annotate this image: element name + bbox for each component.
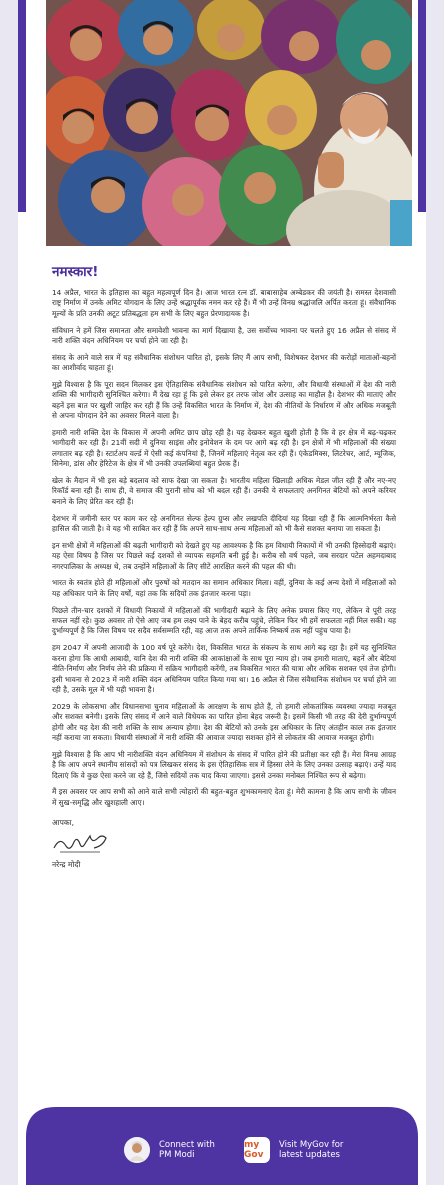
- header-photo: [46, 0, 412, 246]
- paragraph: हम 2047 में अपनी आजादी के 100 वर्ष पूरे करेंगे। देश, विकसित भारत के संकल्प के साथ आगे बढ़ रहा है। हमें यह सुनिश्चित करना होगा कि आधी आबादी, यानि देश की नारी शक्ति की आकांक्षाओं के साथ पूरा न्याय हो। जब हमारी माताएं, बहनें और बेटियां नीति-निर्माण और निर्णय लेने की प्रक्रिया में सक्रिय भागीदारी करेंगी, तब विकसित भारत की यात्रा और अधिक सशक्त एवं तेज होगी। इसी भावना से 2023 में नारी शक्ति वंदन अधिनियम पारित किया गया था। 16 अप्रैल से जिस संवैधानिक संशोधन पर चर्चा होने जा रही है, उसके मूल में भी यही भावना है।: [52, 643, 396, 694]
- paragraph: हमारी नारी शक्ति देश के विकास में अपनी अमिट छाप छोड़ रही है। यह देखकर बहुत खुशी होती है कि वे हर क्षेत्र में बढ़-चढ़कर भागीदारी कर रही हैं। 21वीं सदी में दुनिया साइंस और इनोवेशन के दम पर आगे बढ़ रही है। इन क्षेत्रों में भी महिलाओं की संख्या लगातार बढ़ रही है। स्टार्टअप वर्ल्ड में ऐसी कई कंपनियां हैं, जिनमें महिलाएं नेतृत्व कर रही हैं। एंकेडमिक्स, लिटरेचर, आर्ट, म्यूजिक, सिनेमा, डांस और हेरिटेज के क्षेत्र में भी उनकी उपलब्धियां बहुत प्रेरक हैं।: [52, 428, 396, 469]
- connect-label-1: Connect with: [159, 1139, 215, 1150]
- paragraph: संविधान ने हमें जिस समानता और समावेशी भावना का मार्ग दिखाया है, उस सर्वोच्च भावना पर चलते हुए 16 अप्रैल से संसद में नारी शक्ति वंदन अधिनियम पर चर्चा होने जा रही है।: [52, 325, 396, 346]
- paragraph: खेल के मैदान में भी इस बड़े बदलाव को साफ देखा जा सकता है। भारतीय महिला खिलाड़ी अधिक मेडल जीत रही हैं और नए-नए रिकॉर्ड बना रही हैं। साथ ही, वे समाज की पुरानी सोच को भी बदल रही हैं। उनकी ये सफलताएं अनगिनत बेटियों को अपने करियर बनाने के लिए प्रेरित कर रही हैं।: [52, 476, 396, 506]
- footer-banner: [26, 1097, 418, 1185]
- paragraph: 14 अप्रैल, भारत के इतिहास का बहुत महत्वपूर्ण दिन है। आज भारत रत्न डॉ. बाबासाहेब अम्बेडकर की जयंती है। समस्त देशवासी राष्ट्र निर्माण में उनके अमिट योगदान के लिए उन्हें श्रद्धापूर्वक नमन कर रहे हैं। मैं भी उन्हें विनम्र श्रद्धांजलि अर्पित करता हूं। संवैधानिक मूल्यों के प्रति उनकी अटूट प्रतिबद्धता हम सभी के लिए बहुत प्रेरणादायक है।: [52, 288, 396, 318]
- right-margin: [426, 0, 444, 1185]
- signoff: आपका,: [52, 818, 75, 828]
- right-accent-rail: [418, 0, 426, 212]
- paragraph: इन सभी क्षेत्रों में महिलाओं की बढ़ती भागीदारी को देखते हुए यह आवश्यक है कि हम विधायी निकायों में भी उनकी हिस्सेदारी बढ़ाएं। यह ऐसा विषय है जिस पर पिछले कई दशकों से व्यापक सहमति बनी हुई है। करीब सौ वर्ष पहले, जब सरदार पटेल अहमदाबाद नगरपालिका के अध्यक्ष थे, तब उन्होंने महिलाओं के लिए सीटें आरक्षित करने की पहल की थी।: [52, 540, 396, 571]
- left-accent-rail: [18, 0, 26, 212]
- connect-label-2: PM Modi: [159, 1150, 195, 1160]
- paragraph: भारत के स्वतंत्र होते ही महिलाओं और पुरुषों को मतदान का समान अधिकार मिला। वहीं, दुनिया के कई अन्य देशों में महिलाओं को यह अधिकार पाने के लिए वर्षों, यहां तक कि सदियों तक इंतजार करना पड़ा।: [52, 578, 396, 598]
- paragraph: मुझे विश्वास है कि पूरा सदन मिलकर इस ऐतिहासिक संवैधानिक संशोधन को पारित करेगा, और विधायी संस्थाओं में देश की नारी शक्ति की भागीदारी सुनिश्चित करेगा। मैं देख रहा हूं कि इसे लेकर हर तरफ जोश और उत्साह का माहौल है। देशभर की माताएं और बहनें इस बात पर खुशी जाहिर कर रही हैं कि उन्हें विकसित भारत के निर्माण में, देश की नीतियों के निर्धारण में और अधिक मजबूती से अपना योगदान देने का अवसर मिलने वाला है।: [52, 380, 396, 421]
- mygov-label-1: Visit MyGov for: [279, 1139, 344, 1150]
- paragraph: 2029 के लोकसभा और विधानसभा चुनाव महिलाओं के आरक्षण के साथ होते हैं, तो हमारी लोकतांत्रिक व्यवस्था ज्यादा मजबूत और सशक्त बनेगी। इसके लिए संसद में आने वाले विधेयक का पारित होना बेहद जरूरी है। इसमें किसी भी तरह की देरी दुर्भाग्यपूर्ण होगी और यह देश की नारी शक्ति के साथ अन्याय होगा। देश की बेटियों को उनके इस अधिकार के लिए अंतहीन काल तक इंतजार नहीं कराया जा सकता। विधायी संस्थाओं में नारी शक्ति की आवाज ज्यादा सशक्त होने से लोकतंत्र की आवाज मजबूत होगी।: [52, 701, 396, 742]
- signature-image: [52, 832, 396, 856]
- paragraph: मुझे विश्वास है कि आप भी नारीशक्ति वंदन अधिनियम में संशोधन के संसद में पारित होने की प्रतीक्षा कर रही हैं। मेरा विनम्र आग्रह है कि आप अपने स्थानीय सांसदों को पत्र लिखकर संसद के इस ऐतिहासिक सत्र में हिस्सा लेने के लिए उनका उत्साह बढ़ाएं। उन्हें याद दिलाएं कि वे कुछ ऐसा करने जा रहे हैं, जिसे सदियों तक याद किया जाएगा। इससे उनका मनोबल निश्चित रूप से बढ़ेगा।: [52, 749, 396, 780]
- letter-body: [52, 262, 396, 870]
- mygov-label-2: latest updates: [279, 1150, 340, 1160]
- connect-pm-link[interactable]: [124, 1137, 215, 1163]
- mygov-link[interactable]: [244, 1137, 343, 1163]
- sender-name: नरेन्द्र मोदी: [52, 860, 81, 870]
- paragraph: देशभर में जमीनी स्तर पर काम कर रहे अनगिनत सेल्फ हेल्प ग्रुप्स और लखपति दीदियां यह दिखा रही हैं कि आत्मनिर्भरता कैसे हासिल की जाती है। वे यह भी साबित कर रही हैं कि अपने साथ-साथ अन्य महिलाओं को भी कैसे सशक्त बनाया जा सकता है।: [52, 513, 396, 534]
- paragraph: संसद के आने वाले सत्र में यह संवैधानिक संशोधन पारित हो, इसके लिए मैं आप सभी, विशेषकर देशभर की करोड़ों माताओं-बहनों का आशीर्वाद चाहता हूं।: [52, 352, 396, 373]
- paragraph: मैं इस अवसर पर आप सभी को आने वाले सभी त्योहारों की बहुत-बहुत शुभकामनाएं देता हूं। मेरी कामना है कि आप सभी के जीवन में सुख-समृद्धि और खुशहाली आए।: [52, 787, 396, 807]
- mygov-logo-icon: my Gov: [244, 1137, 270, 1163]
- greeting: नमस्कार!: [52, 264, 99, 280]
- left-margin: [0, 0, 18, 1185]
- paragraph: पिछले तीन-चार दशकों में विधायी निकायों में महिलाओं की भागीदारी बढ़ाने के लिए अनेक प्रयास किए गए, लेकिन वे पूरी तरह सफल नहीं रहे। कुछ अवसर तो ऐसे आए जब हम लक्ष्य पाने के बेहद करीब पहुंचे, लेकिन फिर भी हमें सफलता नहीं मिल सकी। यह दुर्भाग्यपूर्ण है कि जिस विषय पर सदैव सर्वसम्मति रही, वह आज तक अपने तार्किक निष्कर्ष तक नहीं पहुंच पाया है।: [52, 605, 396, 636]
- pm-avatar-icon: [124, 1137, 150, 1163]
